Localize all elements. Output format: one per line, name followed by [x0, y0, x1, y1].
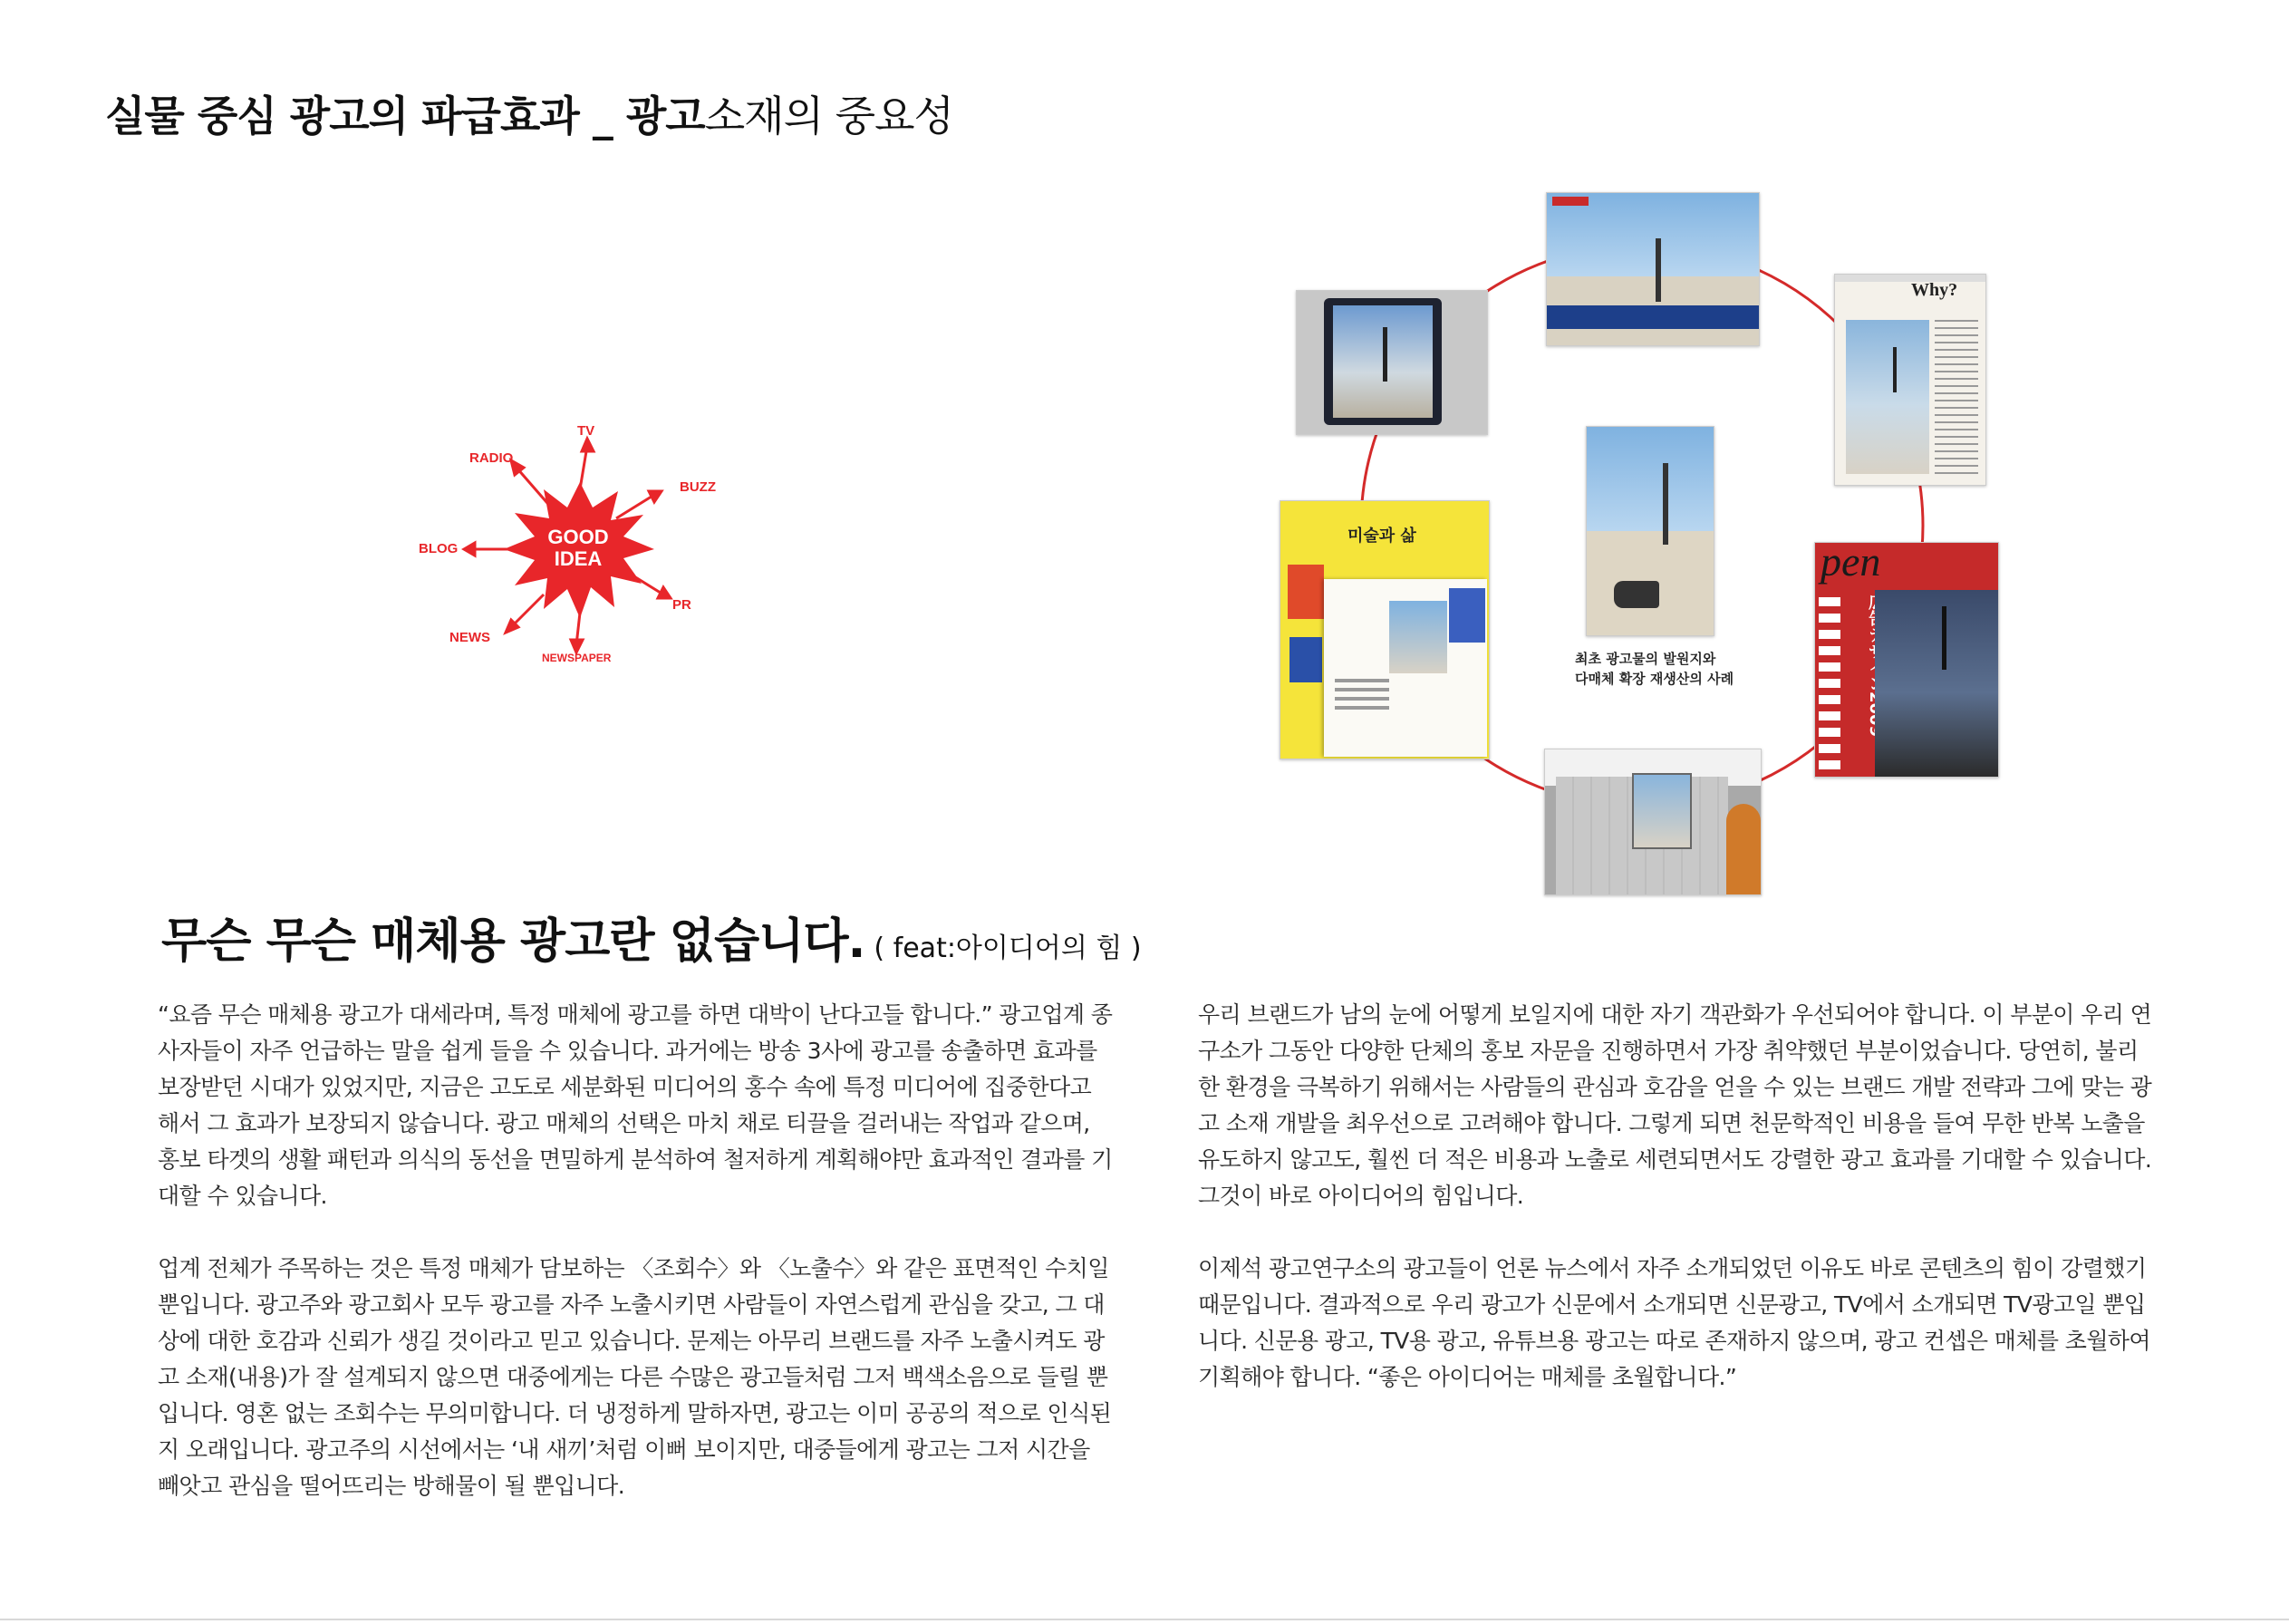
- diagram-caption-line1: 최초 광고물의 발원지와: [1575, 651, 1716, 667]
- thumb-pen-magazine: [1814, 542, 1999, 778]
- right-column: [1198, 997, 2153, 1432]
- bottom-divider: [0, 1619, 2289, 1620]
- left-paragraph-2: 업계 전체가 주목하는 것은 특정 매체가 담보하는 〈조회수〉와 〈노출수〉와 같은 표면적인 수치일 뿐입니다. 광고주와 광고회사 모두 광고를 자주 노출시키면 사람들이 자연스럽게 관심을 갖고, 그 대상에 대한 호감과 신뢰가 생길 것이라고 믿고 있습니다. 문제는 아무리 브랜드를 자주 노출시켜도 광고 소재(내용)가 잘 설계되지 않으면 대중에게는 다른 수많은 광고들처럼 그저 백색소음으로 들릴 뿐입니다. 영혼 없는 조회수는 무의미합니다. 더 냉정하게 말하자면, 광고는 이미 공공의 적으로 인식된 지 오래입니다. 광고주의 시선에서는 ‘내 새끼’처럼 이뻐 보이지만, 대중들에게 광고는 그저 시간을 빼앗고 관심을 떨어뜨리는 방해물이 될 뿐입니다.: [158, 1255, 1112, 1499]
- burst-label-news: NEWS: [449, 630, 490, 645]
- burst-label-newspaper: NEWSPAPER: [542, 652, 612, 664]
- thumb-art-book: [1280, 500, 1490, 759]
- page-title-bold: 실물 중심 광고의 파급효과 _ 광고: [105, 92, 705, 140]
- diagram-caption: [1575, 649, 1734, 689]
- thumb-why-text: Why?: [1911, 280, 1958, 300]
- burst-label-buzz: BUZZ: [680, 479, 716, 495]
- section-headline: [161, 903, 1142, 971]
- left-paragraph-1: “요즘 무슨 매체용 광고가 대세라며, 특정 매체에 광고를 하면 대박이 난다고들 합니다.” 광고업계 종사자들이 자주 언급하는 말을 쉽게 들을 수 있습니다. 과거에는 방송 3사에 광고를 송출하면 효과를 보장받던 시대가 있었지만, 지금은 고도로 세분화된 미디어의 홍수 속에 특정 미디어에 집중한다고 해서 그 효과가 보장되지 않습니다. 광고 매체의 선택은 마치 채로 티끌을 걸러내는 작업과 같으며, 홍보 타겟의 생활 패턴과 의식의 동선을 면밀하게 분석하여 철저하게 계획해야만 효과적인 결과를 기대할 수 있습니다.: [158, 1001, 1113, 1209]
- page-title-light: 소재의 중요성: [704, 92, 953, 140]
- thumb-building: [1544, 749, 1762, 895]
- burst-label-radio: RADIO: [469, 450, 514, 466]
- thumb-original-ad: [1586, 426, 1714, 636]
- burst-center-line1: GOOD: [547, 526, 609, 548]
- thumb-magazine-title: pen: [1821, 542, 1881, 585]
- thumb-tv-news: [1546, 192, 1760, 346]
- burst-center-line2: IDEA: [554, 547, 603, 570]
- diagram-caption-line2: 다매체 확장 재생산의 사례: [1575, 671, 1734, 687]
- headline-main: 무슨 무슨 매체용 광고란 없습니다.: [161, 914, 865, 969]
- thumb-newspaper-why: [1834, 274, 1986, 486]
- headline-sub: ( feat:아이디어의 힘 ): [874, 933, 1142, 964]
- burst-label-tv: TV: [577, 423, 595, 439]
- right-paragraph-2: 이제석 광고연구소의 광고들이 언론 뉴스에서 자주 소개되었던 이유도 바로 콘텐츠의 힘이 강렬했기 때문입니다. 결과적으로 우리 광고가 신문에서 소개되면 신문광고, TV에서 소개되면 TV광고일 뿐입니다. 신문용 광고, TV용 광고, 유튜브용 광고는 따로 존재하지 않으며, 광고 컨셉은 매체를 초월하여 기획해야 합니다. “좋은 아이디어는 매체를 초월합니다.”: [1198, 1255, 2150, 1390]
- right-paragraph-1: 우리 브랜드가 남의 눈에 어떻게 보일지에 대한 자기 객관화가 우선되어야 합니다. 이 부분이 우리 연구소가 그동안 다양한 단체의 홍보 자문을 진행하면서 가장 취약했던 부분이었습니다. 당연히, 불리한 환경을 극복하기 위해서는 사람들의 관심과 호감을 얻을 수 있는 브랜드 개발 전략과 그에 맞는 광고 소재 개발을 최우선으로 고려해야 합니다. 그렇게 되면 천문학적인 비용을 들여 무한 반복 노출을 유도하지 않고도, 훨씬 더 적은 비용과 노출로 세련되면서도 강렬한 광고 효과를 기대할 수 있습니다. 그것이 바로 아이디어의 힘입니다.: [1198, 1001, 2152, 1209]
- thumb-book-title: 미술과 삶: [1347, 527, 1416, 546]
- burst-label-pr: PR: [672, 597, 691, 613]
- thumb-book-tablet: [1296, 290, 1488, 435]
- left-column: [158, 997, 1113, 1541]
- good-idea-burst-graphic: [417, 417, 743, 671]
- burst-label-blog: BLOG: [419, 541, 459, 556]
- page-title: [105, 83, 953, 143]
